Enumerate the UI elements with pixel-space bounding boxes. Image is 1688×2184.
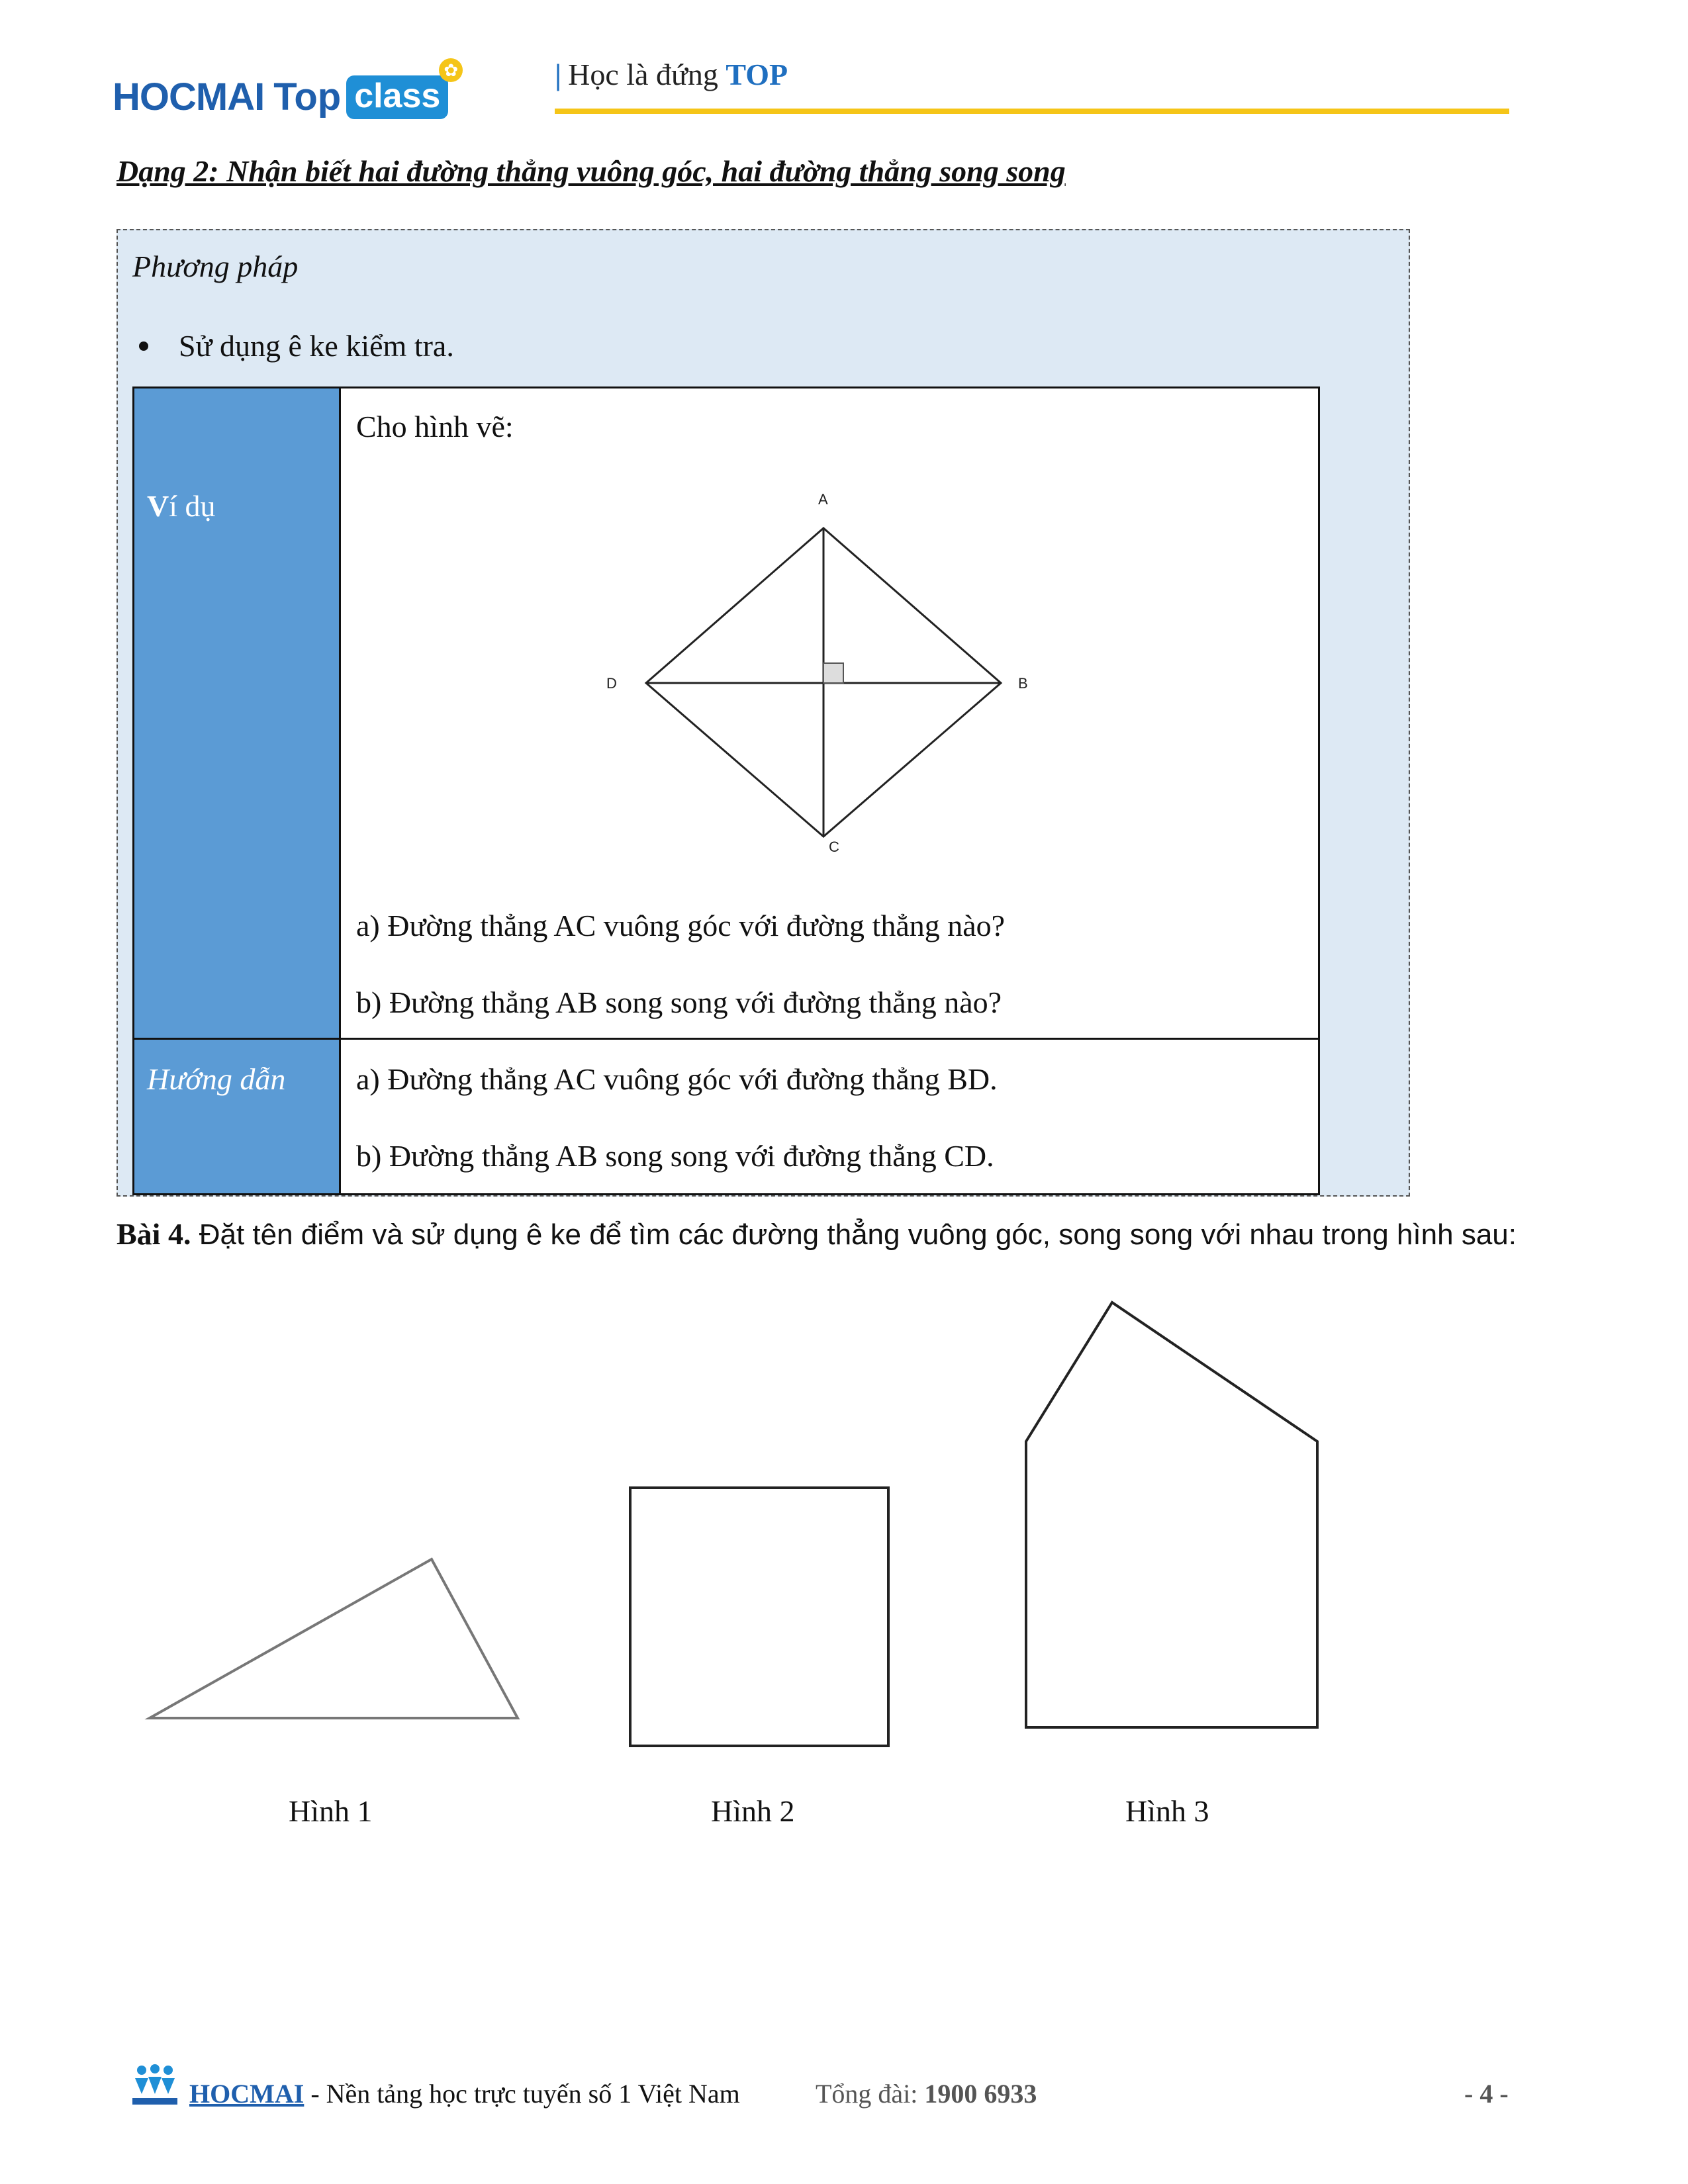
column-divider bbox=[339, 387, 341, 1195]
footer-tagline-text: - Nền tảng học trực tuyến số 1 Việt Nam bbox=[304, 2079, 740, 2109]
answer-a: a) Đường thẳng AC vuông góc với đường thẳng BD. bbox=[356, 1062, 998, 1096]
method-bullet-text: Sử dụng ê ke kiểm tra. bbox=[179, 329, 454, 363]
example-label bbox=[147, 488, 216, 523]
point-d-label: D bbox=[606, 675, 617, 692]
slogan-top: TOP bbox=[726, 58, 788, 91]
question-b: b) Đường thẳng AB song song với đường thẳng nào? bbox=[356, 985, 1002, 1019]
guide-label: Hướng dẫn bbox=[147, 1062, 286, 1096]
figure-2-square bbox=[630, 1488, 888, 1746]
hocmai-footer-logo-icon bbox=[130, 2064, 180, 2107]
figure-3-caption: Hình 3 bbox=[1125, 1794, 1209, 1828]
logo-class-badge bbox=[346, 60, 459, 119]
slogan bbox=[555, 57, 788, 92]
method-title: Phương pháp bbox=[132, 250, 299, 283]
question-a: a) Đường thẳng AC vuông góc với đường thẳng nào? bbox=[356, 909, 1006, 942]
exercise-figures bbox=[0, 1271, 1688, 1774]
footer-hotline-label: Tổng đài: bbox=[816, 2079, 925, 2109]
right-angle-marker bbox=[823, 663, 843, 683]
header-divider bbox=[555, 109, 1509, 114]
figure-2-caption: Hình 2 bbox=[711, 1794, 795, 1828]
row-divider bbox=[132, 1038, 1320, 1040]
point-b-label: B bbox=[1018, 675, 1028, 692]
page-number: - 4 - bbox=[1464, 2079, 1509, 2109]
logo-class-text: class bbox=[354, 77, 441, 115]
exercise-text: Đặt tên điểm và sử dụng ê ke để tìm các đường thẳng vuông góc, song song với nhau trong hình sau: bbox=[191, 1218, 1517, 1251]
logo-hocmai-text: HOCMAI bbox=[113, 75, 265, 118]
exercise-prompt bbox=[117, 1216, 1517, 1251]
brand-logo bbox=[113, 53, 459, 119]
slogan-text: Học là đứng bbox=[568, 58, 726, 91]
figure-3-pentagon bbox=[1026, 1302, 1317, 1727]
slogan-bar: | bbox=[555, 58, 562, 91]
exercise-label: Bài 4. bbox=[117, 1217, 191, 1251]
footer-tagline bbox=[189, 2078, 740, 2109]
figure-1-triangle bbox=[150, 1559, 518, 1718]
point-a-label: A bbox=[818, 491, 828, 508]
footer-hotline-number: 1900 6933 bbox=[924, 2079, 1037, 2109]
footer-hotline bbox=[816, 2078, 1037, 2109]
answer-b: b) Đường thẳng AB song song với đường thẳng CD. bbox=[356, 1139, 994, 1173]
point-c-label: C bbox=[829, 839, 839, 854]
example-label-first: V bbox=[147, 489, 169, 523]
section-title: Dạng 2: Nhận biết hai đường thẳng vuông góc, hai đường thẳng song song bbox=[117, 154, 1066, 188]
logo-top-text: Top bbox=[273, 75, 342, 118]
bullet-dot-icon bbox=[139, 341, 148, 351]
example-intro: Cho hình vẽ: bbox=[356, 410, 514, 443]
example-label-rest: í dụ bbox=[169, 489, 216, 523]
flower-icon: ✿ bbox=[439, 58, 463, 82]
rhombus-diagram bbox=[583, 483, 1086, 854]
footer-brand-link[interactable]: HOCMAI bbox=[189, 2079, 305, 2109]
figure-1-caption: Hình 1 bbox=[289, 1794, 373, 1828]
method-bullet bbox=[139, 328, 454, 363]
